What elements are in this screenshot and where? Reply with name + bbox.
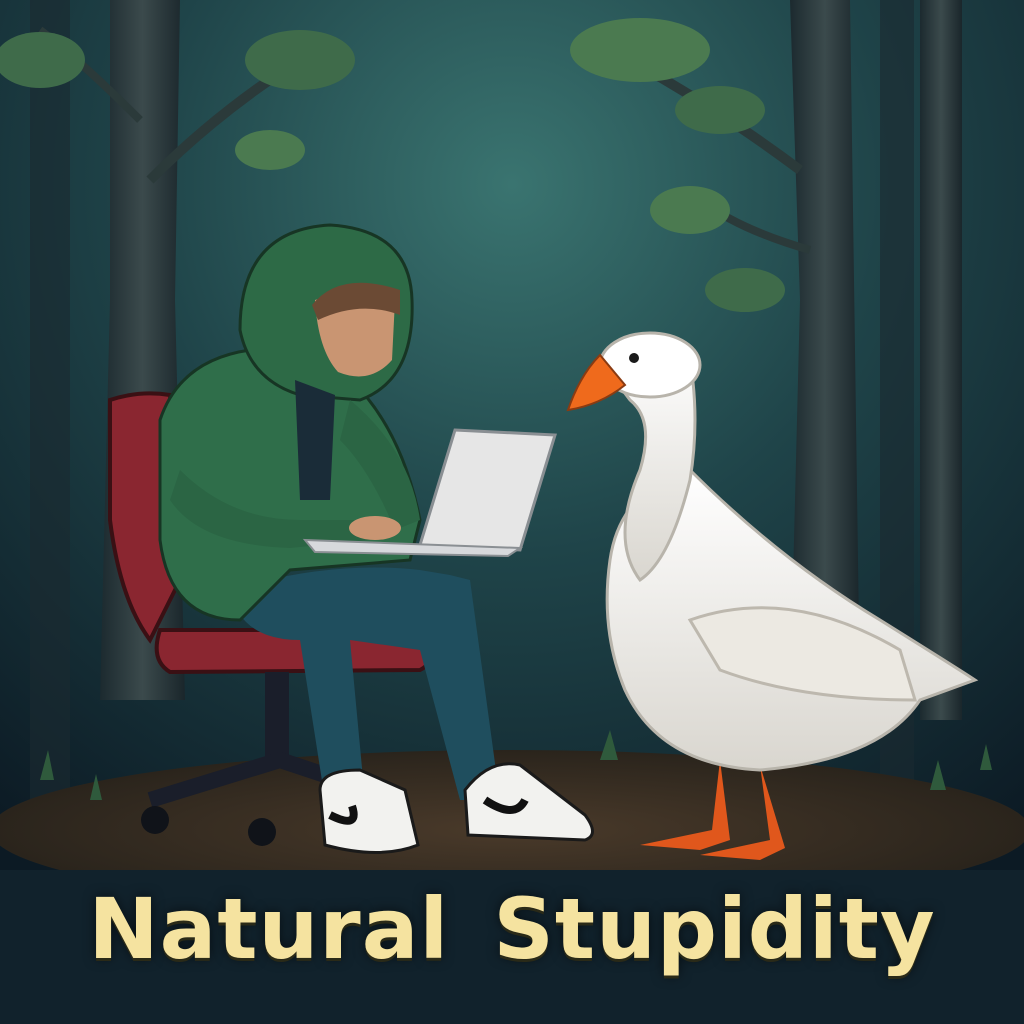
poster-title: Natural Stupidity bbox=[88, 880, 936, 978]
